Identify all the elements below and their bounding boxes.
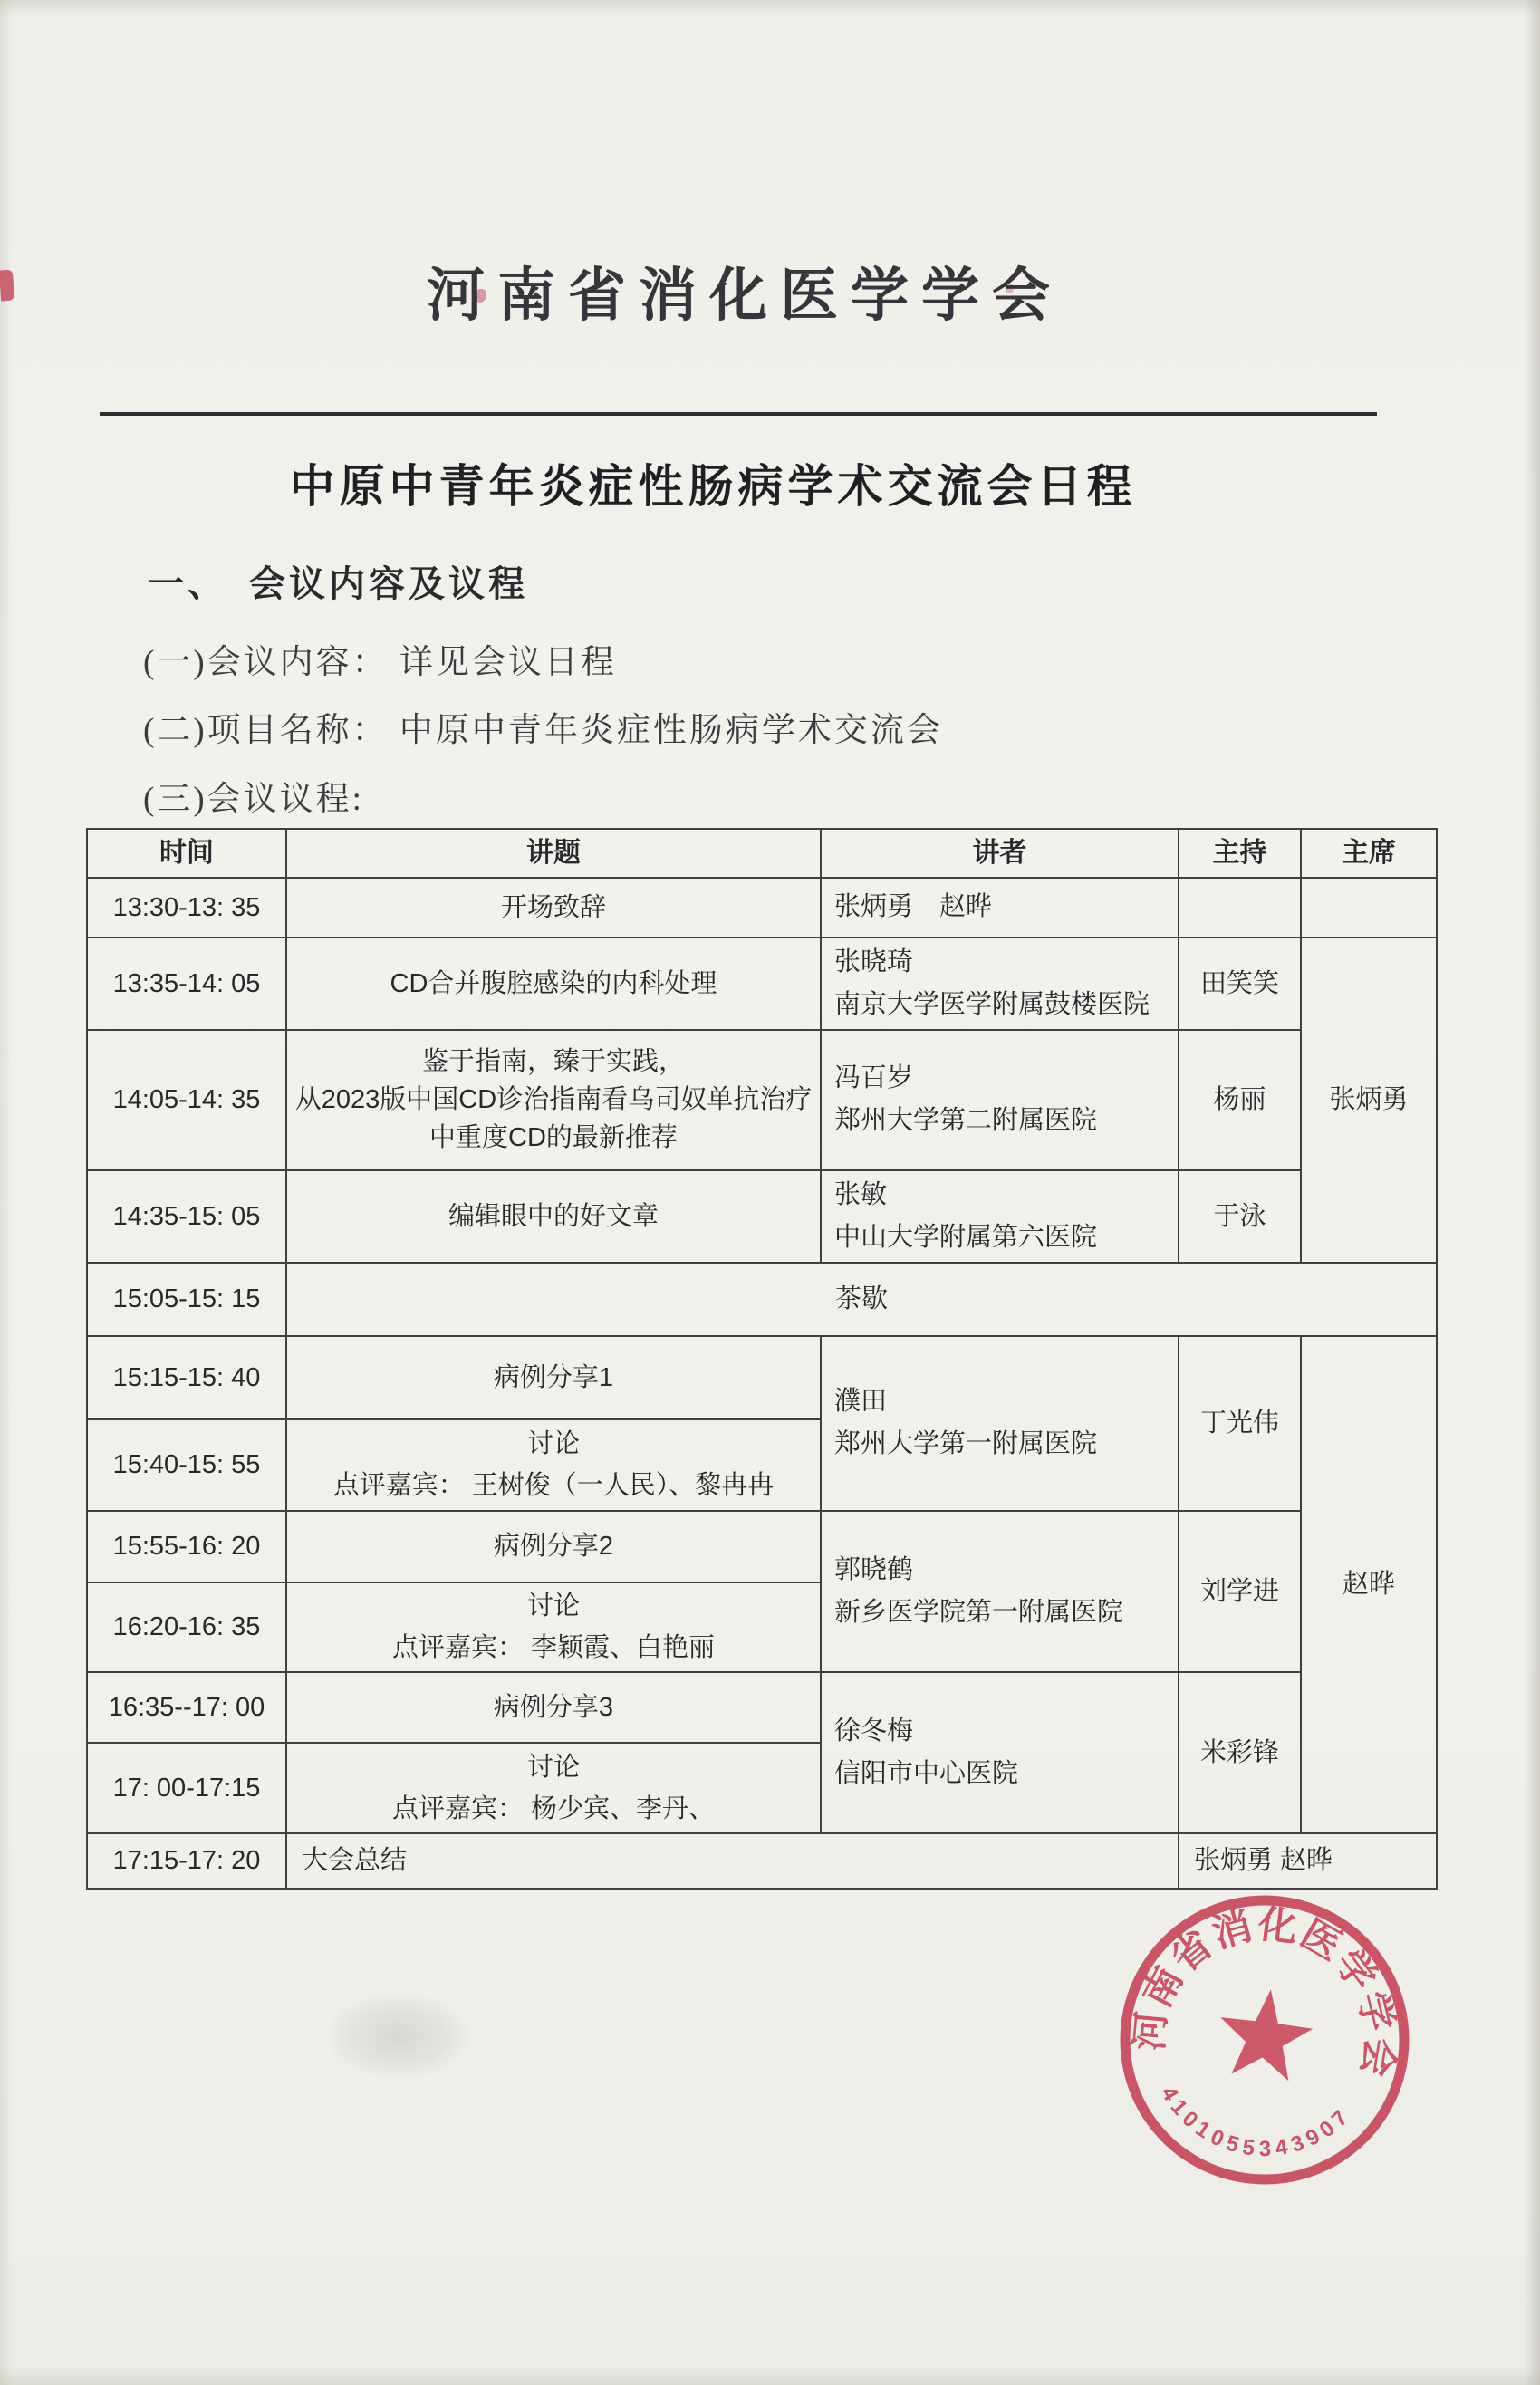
speaker-name: 徐冬梅	[834, 1716, 914, 1745]
speaker-name: 张敏	[834, 1179, 888, 1209]
topic-cell	[286, 1743, 821, 1833]
column-header-speaker: 讲者	[821, 829, 1179, 878]
time-cell: 15:15-15: 40	[87, 1336, 286, 1419]
table-row	[87, 1030, 1437, 1170]
speaker-hospital: 南京大学医学附属鼓楼医院	[834, 989, 1150, 1019]
chair-cell: 赵晔	[1301, 1336, 1437, 1833]
host-cell: 刘学进	[1179, 1511, 1301, 1672]
topic-cell: 编辑眼中的好文章	[286, 1170, 821, 1263]
topic-cell	[286, 1030, 821, 1170]
topic-cell	[286, 1582, 821, 1672]
table-row	[87, 938, 1437, 1030]
topic-line: 中重度CD的最新推荐	[429, 1123, 678, 1153]
speaker-hospital: 郑州大学第二附属医院	[834, 1106, 1098, 1136]
table-row	[87, 1336, 1437, 1419]
speaker-name: 冯百岁	[834, 1063, 914, 1093]
speaker-cell	[821, 938, 1179, 1030]
speaker-hospital: 信阳市中心医院	[834, 1758, 1019, 1788]
scanned-document-page	[0, 264, 1540, 2385]
speaker-cell	[821, 1336, 1179, 1511]
time-cell: 14:35-15: 05	[87, 1170, 286, 1263]
topic-cell: 病例分享2	[286, 1511, 821, 1582]
table-row	[87, 1511, 1437, 1582]
time-cell: 17:15-17: 20	[87, 1833, 286, 1889]
time-cell: 13:35-14: 05	[87, 938, 286, 1030]
speaker-cell	[821, 1170, 1179, 1263]
speaker-name: 张晓琦	[834, 947, 914, 976]
table-row	[87, 878, 1437, 938]
tea-break-cell: 茶歇	[286, 1263, 1437, 1336]
closing-speakers-cell: 张炳勇 赵晔	[1179, 1833, 1437, 1889]
speaker-cell: 张炳勇 赵晔	[821, 878, 1179, 938]
time-cell: 14:05-14: 35	[87, 1030, 286, 1170]
topic-cell: 病例分享3	[286, 1672, 821, 1743]
schedule-table	[86, 828, 1438, 1890]
summary-cell: 大会总结	[286, 1833, 1179, 1889]
seal-ring	[1109, 1884, 1420, 2195]
speaker-name: 郭晓鹤	[834, 1554, 914, 1584]
agenda-item-content: (一)会议内容： 详见会议日程	[143, 643, 617, 681]
host-cell: 丁光伟	[1179, 1336, 1301, 1511]
document-title: 中原中青年炎症性肠病学术交流会日程	[289, 461, 1137, 512]
gray-smudge	[326, 1993, 471, 2079]
table-row	[87, 1170, 1437, 1263]
commentators-line: 点评嘉宾： 李颖霞、白艳丽	[391, 1633, 716, 1663]
topic-line: 讨论	[526, 1592, 580, 1620]
host-cell: 米彩锋	[1179, 1672, 1301, 1833]
host-cell: 杨丽	[1179, 1030, 1301, 1170]
column-header-host: 主持	[1179, 829, 1301, 878]
time-cell: 13:30-13: 35	[87, 878, 286, 938]
speaker-name: 濮田	[834, 1387, 888, 1417]
host-cell: 田笑笑	[1179, 938, 1301, 1030]
chair-cell: 张炳勇	[1301, 938, 1437, 1263]
column-header-topic: 讲题	[286, 829, 821, 878]
time-cell: 17: 00-17:15	[87, 1743, 286, 1833]
summary-row	[87, 1833, 1437, 1889]
seal-serial-number: 4101055343907	[1156, 2082, 1357, 2162]
section-heading: 一、 会议内容及议程	[148, 563, 528, 604]
time-cell: 15:05-15: 15	[87, 1263, 286, 1336]
chair-cell	[1301, 878, 1437, 938]
host-cell	[1179, 878, 1301, 938]
divider-rule	[100, 412, 1377, 416]
topic-cell: 病例分享1	[286, 1336, 821, 1419]
speaker-cell	[821, 1511, 1179, 1672]
speaker-cell	[821, 1672, 1179, 1833]
commentators-line: 点评嘉宾： 王树俊（一人民）、黎冉冉	[332, 1471, 775, 1501]
speaker-hospital: 中山大学附属第六医院	[834, 1222, 1098, 1252]
seal-star-icon	[1214, 1984, 1317, 2083]
topic-line: 讨论	[526, 1752, 580, 1782]
column-header-time: 时间	[87, 829, 286, 878]
table-row	[87, 1672, 1437, 1743]
topic-cell: 开场致辞	[286, 878, 821, 938]
time-cell: 16:35--17: 00	[87, 1672, 286, 1743]
commentators-line: 点评嘉宾： 杨少宾、李丹、	[391, 1794, 716, 1823]
topic-line: 鉴于指南，臻于实践，	[421, 1047, 685, 1077]
table-header-row	[87, 829, 1437, 878]
seal-ring-text: 河南省消化医学学会	[1127, 1902, 1402, 2082]
speaker-hospital: 郑州大学第一附属医院	[834, 1429, 1098, 1459]
svg-text:河南省消化医学学会	[1126, 1889, 1417, 2082]
agenda-item-project-name: (二)项目名称： 中原中青年炎症性肠病学术交流会	[143, 711, 943, 749]
topic-line: 讨论	[526, 1429, 580, 1458]
time-cell: 16:20-16: 35	[87, 1582, 286, 1672]
host-cell: 于泳	[1179, 1170, 1301, 1263]
topic-line: 从2023版中国CD诊治指南看乌司奴单抗治疗	[294, 1085, 813, 1115]
time-cell: 15:40-15: 55	[87, 1419, 286, 1511]
time-cell: 15:55-16: 20	[87, 1511, 286, 1582]
speaker-hospital: 新乡医学院第一附属医院	[834, 1597, 1124, 1627]
agenda-item-schedule-label: (三)会议议程:	[143, 781, 364, 819]
organization-title: 河南省消化医学学会	[427, 264, 1063, 328]
official-seal	[1098, 1873, 1431, 2207]
svg-text:4101055343907	[1150, 2080, 1359, 2172]
tea-break-row	[87, 1263, 1437, 1336]
speaker-cell	[821, 1030, 1179, 1170]
topic-cell	[286, 1419, 821, 1511]
topic-cell: CD合并腹腔感染的内科处理	[286, 938, 821, 1030]
column-header-chairman: 主席	[1301, 829, 1437, 878]
